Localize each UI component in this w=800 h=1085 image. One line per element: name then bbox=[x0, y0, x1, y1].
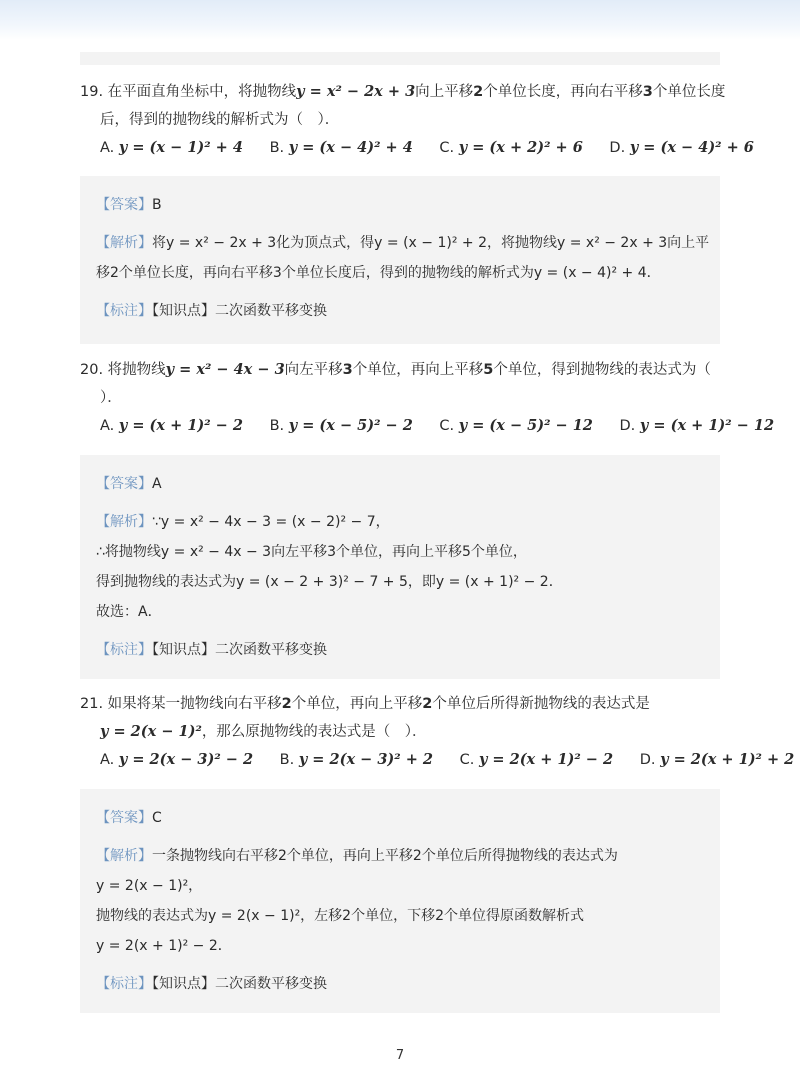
analysis-line: 将y = x² − 2x + 3化为顶点式，得y = (x − 1)² + 2，将抛物线y = x² − 2x + 3向上平 bbox=[152, 235, 710, 251]
stem-number: 2 bbox=[281, 696, 292, 712]
answer-value: B bbox=[152, 197, 162, 213]
page-number: 7 bbox=[395, 1048, 405, 1063]
stem-number: 3 bbox=[642, 84, 653, 100]
answer-label: 【答案】 bbox=[96, 810, 152, 826]
stem-formula: y = 2(x − 1)² bbox=[100, 723, 202, 740]
option-a[interactable]: A. y = (x − 1)² + 4 bbox=[100, 139, 243, 156]
note-row bbox=[96, 635, 720, 665]
stem-number: 3 bbox=[342, 362, 353, 378]
note-label: 【标注】 bbox=[96, 303, 152, 319]
note-row bbox=[96, 296, 720, 326]
answer-label: 【答案】 bbox=[96, 476, 152, 492]
options-row bbox=[80, 746, 795, 774]
stem-text: 向上平移 bbox=[415, 84, 474, 100]
stem-text: 个单位长度，再向右平移 bbox=[483, 84, 643, 100]
stem-text: 个单位，再向上平移 bbox=[352, 362, 484, 378]
page-header-band bbox=[0, 0, 800, 40]
solution-box-19 bbox=[80, 176, 720, 344]
question-number: 21. bbox=[80, 696, 104, 712]
question-20 bbox=[80, 356, 775, 440]
analysis-row bbox=[96, 228, 720, 258]
options-row bbox=[80, 134, 754, 162]
stem-text: 个单位长度 bbox=[652, 84, 726, 100]
stem-text: 如果将某一抛物线向右平移 bbox=[107, 696, 282, 712]
question-19 bbox=[80, 78, 754, 162]
answer-row bbox=[96, 803, 720, 833]
option-d[interactable]: D. y = (x + 1)² − 12 bbox=[619, 417, 775, 434]
question-stem-continued bbox=[80, 718, 720, 746]
stem-text: ，那么原抛物线的表达式是（ ）． bbox=[201, 724, 427, 740]
question-stem bbox=[80, 690, 720, 718]
question-number: 20. bbox=[80, 362, 104, 378]
answer-value: C bbox=[152, 810, 162, 826]
analysis-row bbox=[96, 507, 720, 537]
option-a[interactable]: A. y = 2(x − 3)² − 2 bbox=[100, 751, 254, 768]
analysis-line: y = 2(x + 1)² − 2． bbox=[96, 938, 232, 954]
stem-text: 个单位，再向上平移 bbox=[291, 696, 423, 712]
question-stem bbox=[80, 356, 720, 384]
option-c[interactable]: C. y = (x − 5)² − 12 bbox=[439, 417, 593, 434]
solution-box-20 bbox=[80, 455, 720, 679]
question-number: 19. bbox=[80, 84, 104, 100]
note-value: 【知识点】二次函数平移变换 bbox=[152, 303, 327, 319]
analysis-line: 抛物线的表达式为y = 2(x − 1)²，左移2个单位，下移2个单位得原函数解析式 bbox=[96, 908, 584, 924]
solution-box-21 bbox=[80, 789, 720, 1013]
question-stem-continued: 后，得到的抛物线的解析式为（ ）． bbox=[100, 112, 340, 128]
stem-text: 将抛物线 bbox=[107, 362, 166, 378]
stem-number: 2 bbox=[473, 84, 484, 100]
answer-value: A bbox=[152, 476, 162, 492]
question-stem bbox=[80, 78, 726, 106]
analysis-line: 故选：A． bbox=[96, 604, 162, 620]
note-value: 【知识点】二次函数平移变换 bbox=[152, 642, 327, 658]
analysis-label: 【解析】 bbox=[96, 235, 152, 251]
option-d[interactable]: D. y = 2(x + 1)² + 2 bbox=[639, 751, 795, 768]
question-stem-continued: ）． bbox=[100, 390, 122, 406]
analysis-row bbox=[96, 841, 720, 871]
note-value: 【知识点】二次函数平移变换 bbox=[152, 976, 327, 992]
option-a[interactable]: A. y = (x + 1)² − 2 bbox=[100, 417, 243, 434]
stem-formula: y = x² − 2x + 3 bbox=[296, 83, 416, 100]
analysis-label: 【解析】 bbox=[96, 514, 152, 530]
option-b[interactable]: B. y = (x − 4)² + 4 bbox=[269, 139, 413, 156]
answer-row bbox=[96, 469, 720, 499]
previous-solution-box-edge bbox=[80, 52, 720, 65]
analysis-line: ∴将抛物线y = x² − 4x − 3向左平移3个单位，再向上平移5个单位， bbox=[96, 544, 527, 560]
analysis-line: y = 2(x − 1)²， bbox=[96, 878, 203, 894]
stem-number: 2 bbox=[422, 696, 433, 712]
option-c[interactable]: C. y = (x + 2)² + 6 bbox=[439, 139, 583, 156]
stem-formula: y = x² − 4x − 3 bbox=[165, 361, 285, 378]
stem-number: 5 bbox=[483, 362, 494, 378]
analysis-label: 【解析】 bbox=[96, 848, 152, 864]
stem-text: 个单位，得到抛物线的表达式为（ bbox=[493, 362, 711, 378]
stem-text: 个单位后所得新抛物线的表达式是 bbox=[432, 696, 650, 712]
option-b[interactable]: B. y = (x − 5)² − 2 bbox=[269, 417, 413, 434]
question-21 bbox=[80, 690, 795, 774]
stem-text: 在平面直角坐标中，将抛物线 bbox=[107, 84, 297, 100]
note-label: 【标注】 bbox=[96, 642, 152, 658]
options-row bbox=[80, 412, 775, 440]
option-b[interactable]: B. y = 2(x − 3)² + 2 bbox=[279, 751, 433, 768]
note-row bbox=[96, 969, 720, 999]
answer-label: 【答案】 bbox=[96, 197, 152, 213]
analysis-line: ∵y = x² − 4x − 3 = (x − 2)² − 7， bbox=[152, 514, 390, 530]
option-d[interactable]: D. y = (x − 4)² + 6 bbox=[609, 139, 754, 156]
analysis-line: 得到抛物线的表达式为y = (x − 2 + 3)² − 7 + 5，即y = (x + 1)² − 2． bbox=[96, 574, 563, 590]
stem-text: 向左平移 bbox=[284, 362, 343, 378]
analysis-line: 移2个单位长度，再向右平移3个单位长度后，得到的抛物线的解析式为y = (x − 4)² + 4． bbox=[96, 265, 661, 281]
analysis-line: 一条抛物线向右平移2个单位，再向上平移2个单位后所得抛物线的表达式为 bbox=[152, 848, 618, 864]
option-c[interactable]: C. y = 2(x + 1)² − 2 bbox=[459, 751, 614, 768]
note-label: 【标注】 bbox=[96, 976, 152, 992]
answer-row bbox=[96, 190, 720, 220]
